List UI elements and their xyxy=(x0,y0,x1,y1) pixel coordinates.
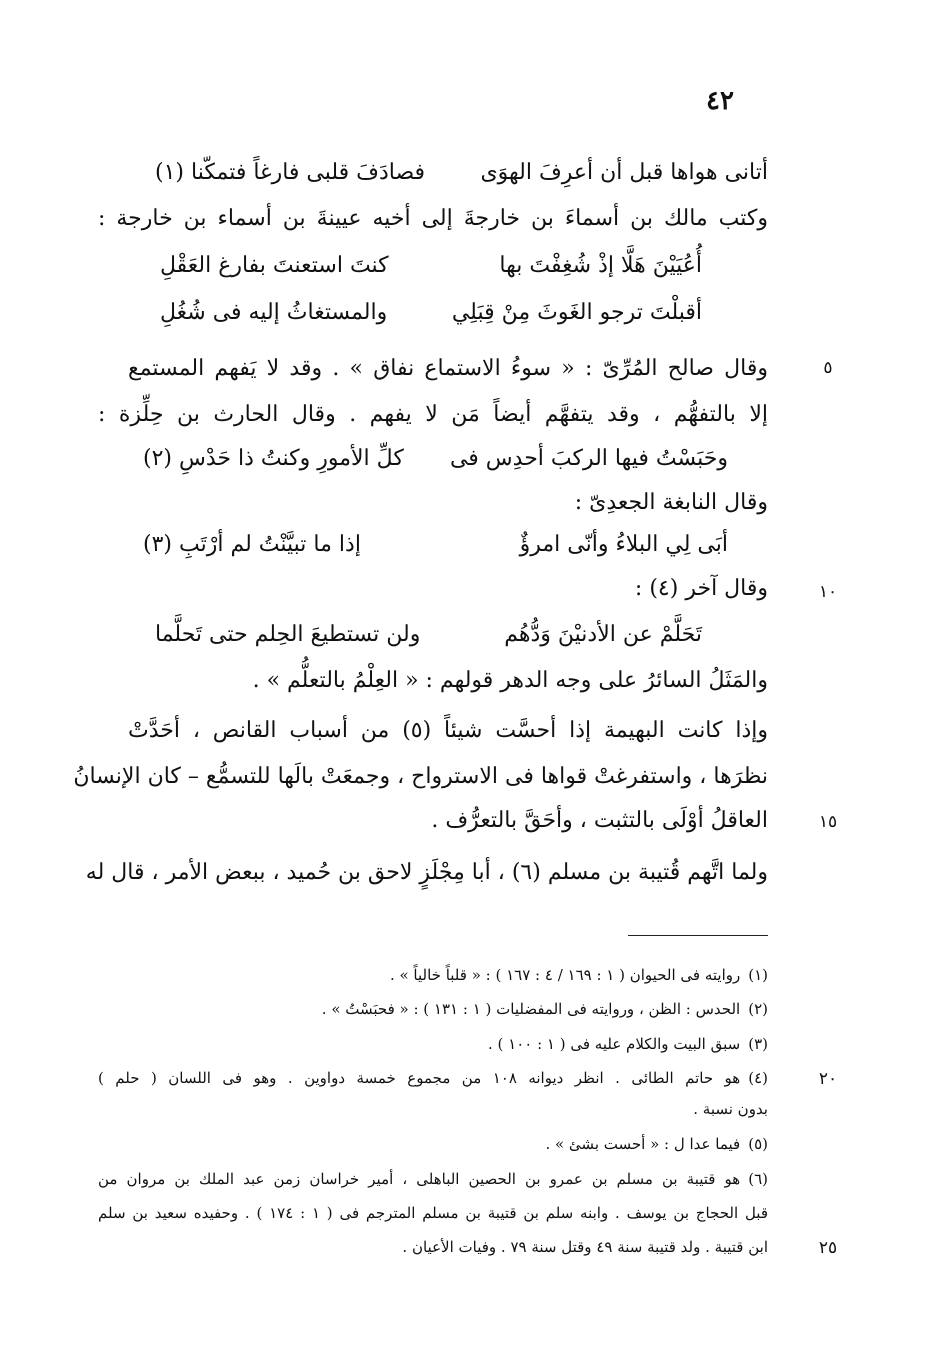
verse-hemistich-right: أقبلْتَ ترجو الغَوثَ مِنْ قِبَلِي xyxy=(451,300,702,325)
footnote-number: (٥) xyxy=(748,1135,768,1153)
line-number: ١٠ xyxy=(818,582,838,602)
text-line: وقال صالح المُرِّىّ : « سوءُ الاستماع نفاق » . وقد لا يَفهم المستمع xyxy=(128,356,768,381)
footnote-separator xyxy=(628,935,768,936)
text-line: ولما اتَّهم قُتيبة بن مسلم (٦) ، أبا مِجْلَزٍ لاحق بن حُميد ، ببعض الأمر ، قال له xyxy=(85,860,768,885)
footnote-text: روايته فى الحيوان ( ١ : ١٦٩ / ٤ : ١٦٧ ) : « قلباً خالياً » . xyxy=(389,966,741,984)
footnote xyxy=(98,1170,768,1188)
footnote-continuation xyxy=(693,1100,768,1118)
footnote-text: بدون نسبة . xyxy=(693,1100,768,1118)
verse-hemistich-left: ولن تستطيعَ الحِلم حتى تَحلَّما xyxy=(155,622,421,647)
footnote-number: (٣) xyxy=(748,1035,768,1053)
line-number: ٢٥ xyxy=(818,1238,838,1258)
footnote xyxy=(390,966,768,984)
line-number: ٥ xyxy=(823,358,833,378)
footnote-text: هو حاتم الطائى . انظر ديوانه ١٠٨ من مجموع خمسة دواوين . وهو فى اللسان ( حلم ) xyxy=(98,1069,741,1087)
verse-hemistich-right: وحَبَسْتُ فيها الركبَ أحدِس فى xyxy=(449,446,728,471)
footnote-continuation xyxy=(98,1204,768,1222)
verse-hemistich-right: أُعُيَيْنَ هَلَّا إذْ شُغِفْتَ بها xyxy=(499,253,702,278)
verse-hemistich-left: والمستغاثُ إليه فى شُغُلِ xyxy=(160,300,388,325)
page-number: ٤٢ xyxy=(706,86,734,116)
verse-hemistich-right: أتانى هواها قبل أن أعرِفَ الهوَى xyxy=(480,160,768,185)
footnote-text: فيما عدا ل : « أحست بشئ » . xyxy=(545,1135,741,1153)
text-line: نظرَها ، واستفرغتْ قواها فى الاسترواح ، وجمعَتْ بالَها للتسمُّع – كان الإنسانُ xyxy=(73,764,768,789)
footnote xyxy=(545,1135,768,1153)
text-line: وقال آخر (٤) : xyxy=(634,576,768,601)
line-number: ١٥ xyxy=(818,812,838,832)
footnote-text: الحدس : الظن ، وروايته فى المفضليات ( ١ : ١٣١ ) : « فحبَسْتُ » . xyxy=(321,1000,741,1018)
text-line: العاقلُ أوْلَى بالتثبت ، وأحَقَّ بالتعرُّف . xyxy=(431,808,768,833)
verse-hemistich-left: إذا ما تبيَّنْتُ لم أرْتَبِ (٣) xyxy=(143,532,361,557)
footnote-number: (٤) xyxy=(748,1069,768,1087)
footnote xyxy=(98,1069,768,1087)
text-line: وكتب مالك بن أسماءَ بن خارجةَ إلى أخيه عيينةَ بن أسماء بن خارجة : xyxy=(98,206,768,231)
text-line: وإذا كانت البهيمة إذا أحسَّت شيئاً (٥) من أسباب القانص ، أحَدَّتْ xyxy=(128,718,768,743)
verse-hemistich-right: أبَى لِي البلاءُ وأنّى امرؤٌ xyxy=(519,532,728,557)
verse-hemistich-right: تَحَلَّمْ عن الأدنيْنَ وَدُّهُم xyxy=(504,622,702,647)
footnote-continuation xyxy=(402,1238,768,1256)
footnote-number: (١) xyxy=(748,966,768,984)
text-line: إلا بالتفهُّم ، وقد يتفهَّم أيضاً مَن لا يفهم . وقال الحارث بن حِلِّزة : xyxy=(98,402,768,427)
footnote-text: هو قتيبة بن مسلم بن عمرو بن الحصين الباهلى ، أمير خراسان زمن عبد الملك بن مروان من xyxy=(98,1170,741,1188)
footnote-number: (٦) xyxy=(748,1170,768,1188)
footnote xyxy=(488,1035,768,1053)
footnote xyxy=(322,1000,768,1018)
verse-hemistich-left: كنتَ استعنتَ بفارغ العَقْلِ xyxy=(160,253,389,278)
text-line: والمَثَلُ السائرُ على وجه الدهر قولهم : « العِلْمُ بالتعلُّم » . xyxy=(252,668,768,693)
footnote-text: ابن قتيبة . ولد قتيبة سنة ٤٩ وقتل سنة ٧٩ . وفيات الأعيان . xyxy=(402,1238,768,1256)
footnote-number: (٢) xyxy=(748,1000,768,1018)
footnote-text: قبل الحجاج بن يوسف . وابنه سلم بن قتيبة بن مسلم المترجم فى ( ١ : ١٧٤ ) . وحفيده سعيد بن سلم xyxy=(98,1204,769,1222)
verse-hemistich-left: فصادَفَ قلبى فارغاً فتمكّنا (١) xyxy=(155,160,426,185)
verse-hemistich-left: كلِّ الأمورِ وكنتُ ذا حَدْسِ (٢) xyxy=(143,446,404,471)
text-line: وقال النابغة الجعدِىّ : xyxy=(574,490,768,515)
line-number: ٢٠ xyxy=(818,1069,838,1089)
footnote-text: سبق البيت والكلام عليه فى ( ١ : ١٠٠ ) . xyxy=(487,1035,741,1053)
